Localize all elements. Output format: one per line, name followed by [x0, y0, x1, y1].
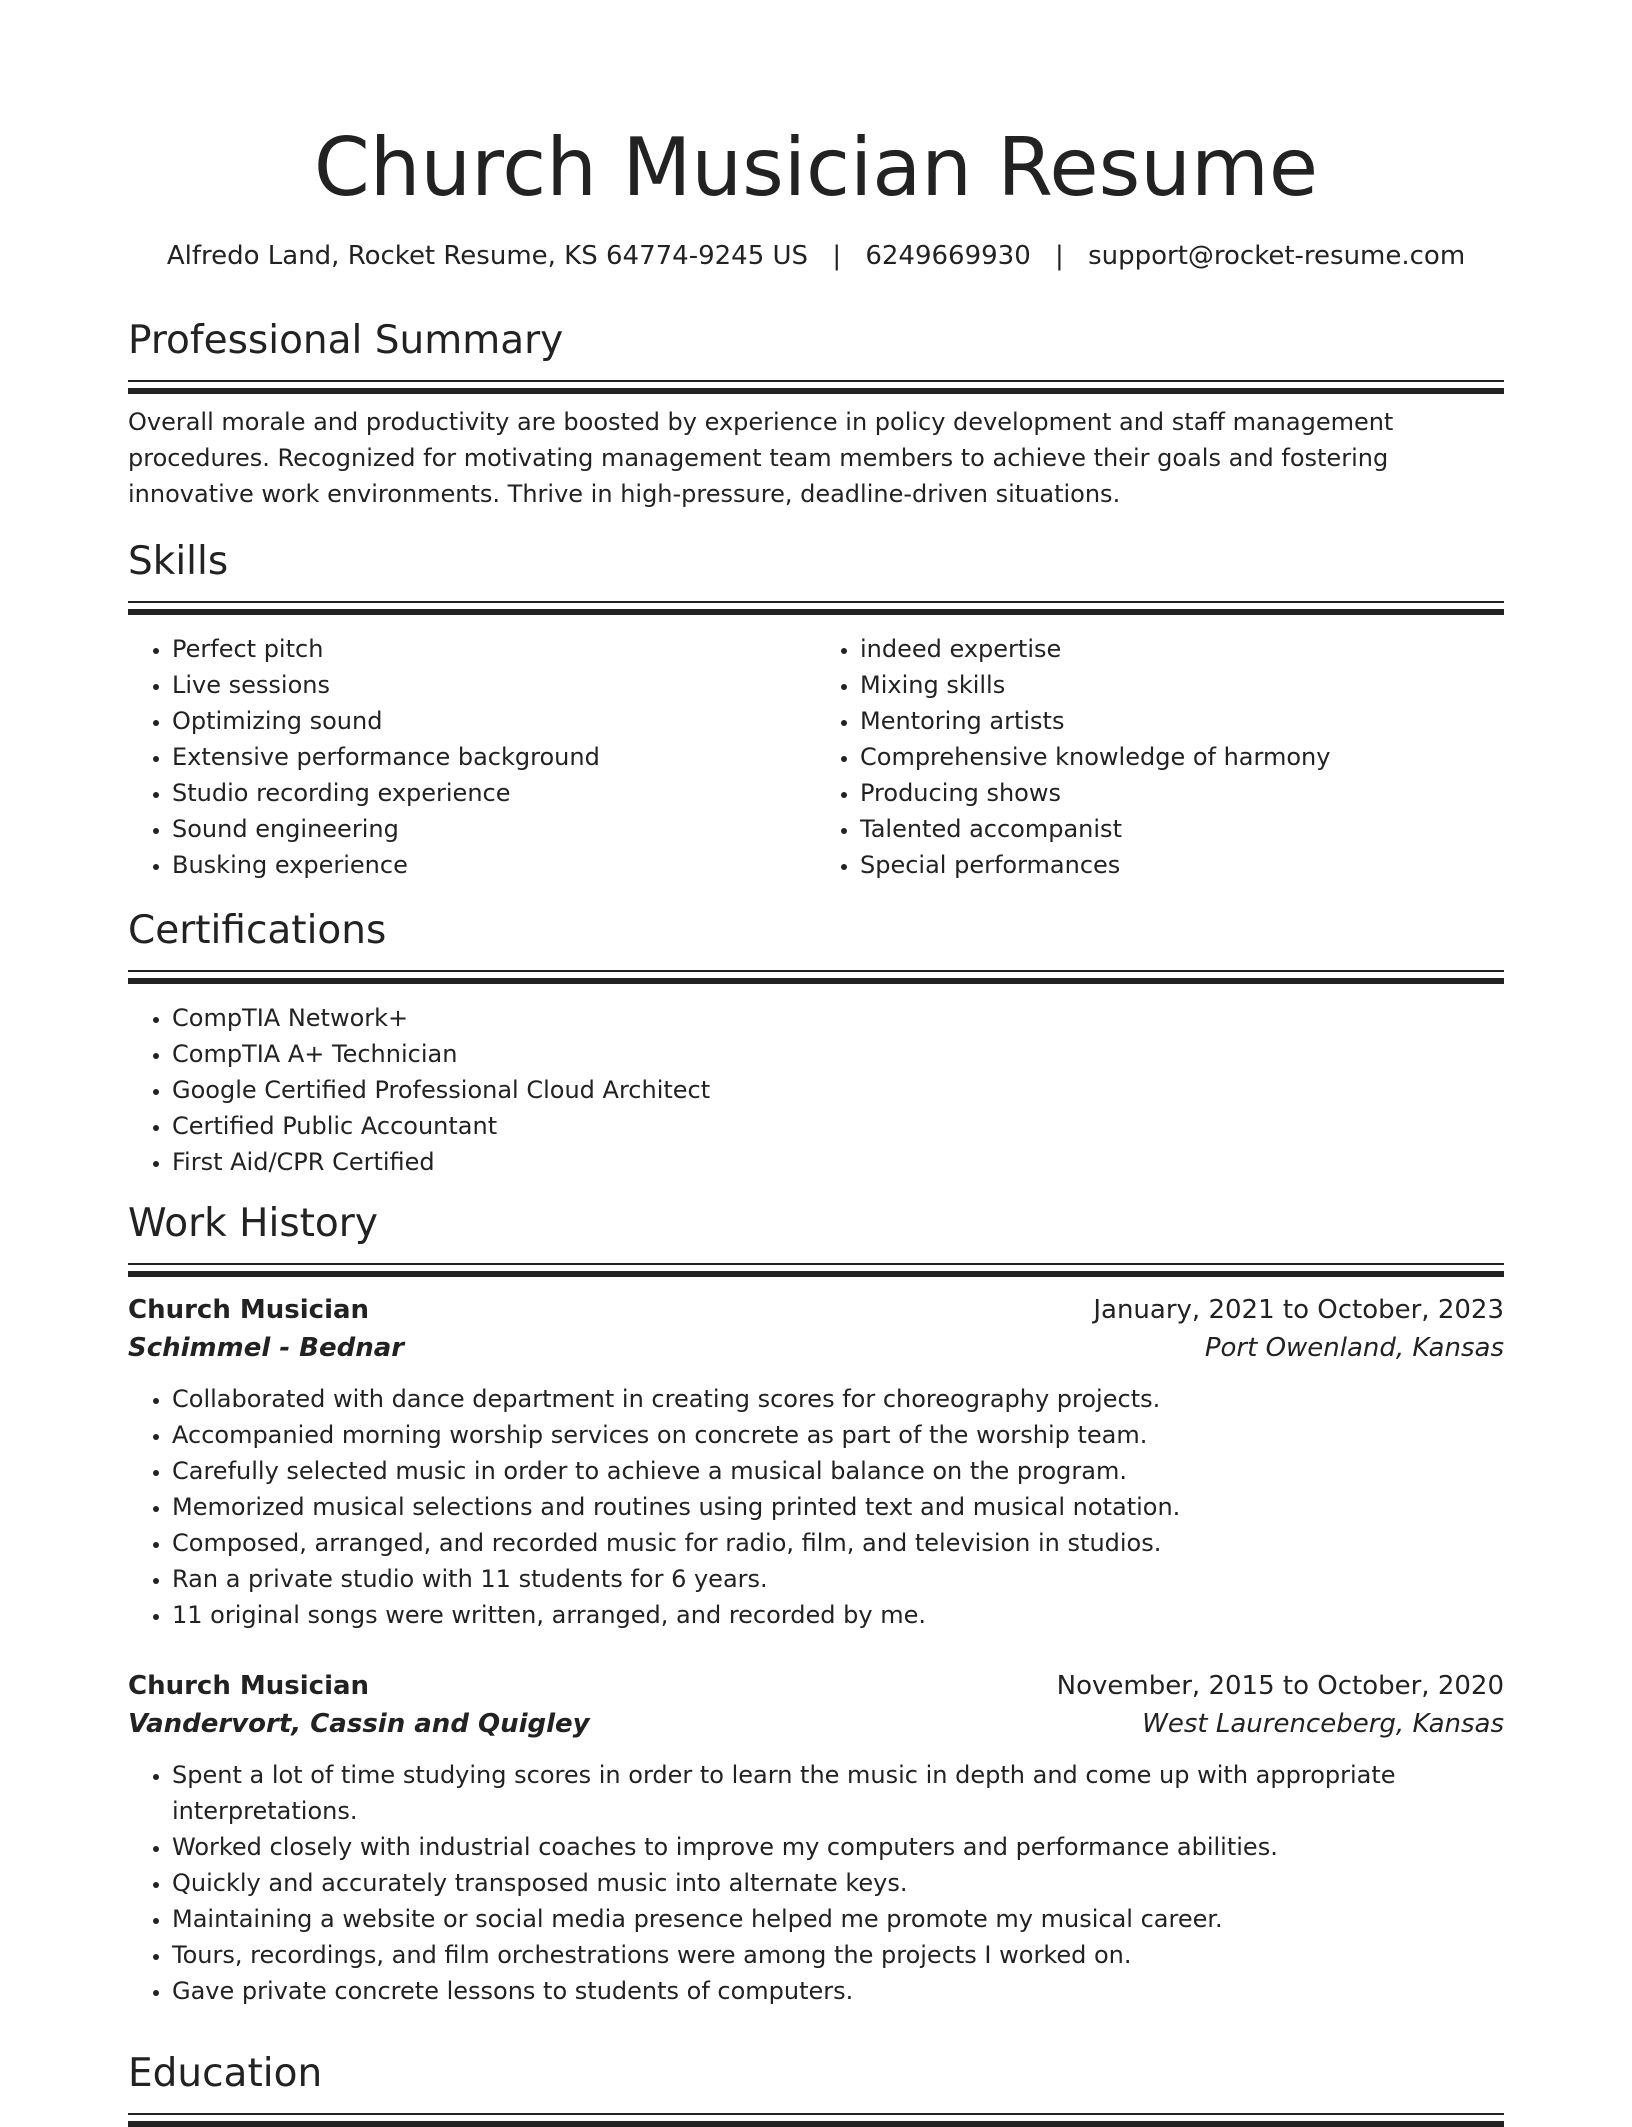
job-header-row — [128, 1667, 1504, 1705]
job-subheader-row — [128, 1329, 1504, 1367]
job-entry — [128, 1291, 1504, 1633]
education-heading: Education — [128, 2051, 323, 2096]
resume-title: Church Musician Resume — [313, 121, 1319, 214]
summary-heading: Professional Summary — [128, 318, 564, 363]
contact-email: support@rocket-resume.com — [1088, 241, 1466, 271]
job-bullet: • Quickly and accurately transposed music into alternate keys. — [172, 1865, 1504, 1901]
job-company: Schimmel - Bednar — [128, 1333, 405, 1363]
certification-item: • CompTIA Network+ — [172, 1000, 1504, 1036]
job-bullet: • Collaborated with dance department in creating scores for choreography projects. — [172, 1381, 1504, 1417]
job-dates: November, 2015 to October, 2020 — [1056, 1671, 1504, 1701]
education-section — [128, 2049, 1504, 2127]
skills-columns — [128, 615, 1504, 883]
skills-list-left — [128, 631, 816, 883]
summary-text: Overall morale and productivity are boosted by experience in policy development and staff management procedures. Recognized for motivating management team members to achieve their goals and fostering innovative work environments. Thrive in high-pressure, deadline-driven situations. — [128, 408, 1394, 508]
section-divider — [128, 380, 1504, 394]
skill-item: • Talented accompanist — [860, 811, 1504, 847]
job-bullet: • Ran a private studio with 11 students for 6 years. — [172, 1561, 1504, 1597]
skill-item: • Sound engineering — [172, 811, 816, 847]
certification-item: • First Aid/CPR Certified — [172, 1144, 1504, 1180]
job-bullets — [128, 1381, 1504, 1633]
job-title: Church Musician — [128, 1671, 370, 1701]
work-history-section — [128, 1199, 1504, 2009]
job-bullet: • Composed, arranged, and recorded music for radio, film, and television in studios. — [172, 1525, 1504, 1561]
job-entry — [128, 1667, 1504, 2009]
job-bullet: • 11 original songs were written, arranged, and recorded by me. — [172, 1597, 1504, 1633]
certifications-section — [128, 906, 1504, 1180]
skills-section — [128, 537, 1504, 883]
job-bullet: • Memorized musical selections and routines using printed text and musical notation. — [172, 1489, 1504, 1525]
skill-item: • Special performances — [860, 847, 1504, 883]
contact-phone: 6249669930 — [865, 241, 1031, 271]
skill-item: • Busking experience — [172, 847, 816, 883]
contact-line — [128, 238, 1504, 274]
skill-item: • Perfect pitch — [172, 631, 816, 667]
job-header-row — [128, 1291, 1504, 1329]
section-divider — [128, 2113, 1504, 2127]
job-bullet: • Worked closely with industrial coaches to improve my computers and performance abilities. — [172, 1829, 1504, 1865]
section-divider — [128, 601, 1504, 615]
job-bullet: • Spent a lot of time studying scores in order to learn the music in depth and come up with appropriate interpretations. — [172, 1757, 1504, 1829]
skills-heading: Skills — [128, 539, 229, 584]
section-divider — [128, 970, 1504, 984]
skill-item: • Mentoring artists — [860, 703, 1504, 739]
job-location: Port Owenland, Kansas — [1204, 1333, 1504, 1363]
certifications-list — [128, 1000, 1504, 1180]
summary-section — [128, 316, 1504, 512]
work-history-heading: Work History — [128, 1201, 378, 1246]
certifications-heading: Certifications — [128, 908, 387, 953]
job-bullets — [128, 1757, 1504, 2009]
certification-item: • Certified Public Accountant — [172, 1108, 1504, 1144]
contact-separator: | — [1055, 241, 1064, 271]
contact-address: Alfredo Land, Rocket Resume, KS 64774-9245 US — [166, 241, 809, 271]
section-divider — [128, 1263, 1504, 1277]
job-company: Vandervort, Cassin and Quigley — [128, 1709, 590, 1739]
skill-item: • Mixing skills — [860, 667, 1504, 703]
contact-separator: | — [832, 241, 842, 271]
certification-item: • CompTIA A+ Technician — [172, 1036, 1504, 1072]
skill-item: • indeed expertise — [860, 631, 1504, 667]
job-title: Church Musician — [128, 1295, 370, 1325]
job-bullet: • Accompanied morning worship services on concrete as part of the worship team. — [172, 1417, 1504, 1453]
skill-item: • Producing shows — [860, 775, 1504, 811]
certification-item: • Google Certified Professional Cloud Architect — [172, 1072, 1504, 1108]
job-bullet: • Gave private concrete lessons to students of computers. — [172, 1973, 1504, 2009]
skill-item: • Extensive performance background — [172, 739, 816, 775]
skill-item: • Optimizing sound — [172, 703, 816, 739]
job-bullet: • Carefully selected music in order to achieve a musical balance on the program. — [172, 1453, 1504, 1489]
job-dates: January, 2021 to October, 2023 — [1093, 1295, 1504, 1325]
skill-item: • Studio recording experience — [172, 775, 816, 811]
job-subheader-row — [128, 1705, 1504, 1743]
skill-item: • Live sessions — [172, 667, 816, 703]
job-bullet: • Maintaining a website or social media presence helped me promote my musical career. — [172, 1901, 1504, 1937]
skill-item: • Comprehensive knowledge of harmony — [860, 739, 1504, 775]
job-location: West Laurenceberg, Kansas — [1142, 1709, 1504, 1739]
job-bullet: • Tours, recordings, and film orchestrations were among the projects I worked on. — [172, 1937, 1504, 1973]
skills-list-right — [816, 631, 1504, 883]
